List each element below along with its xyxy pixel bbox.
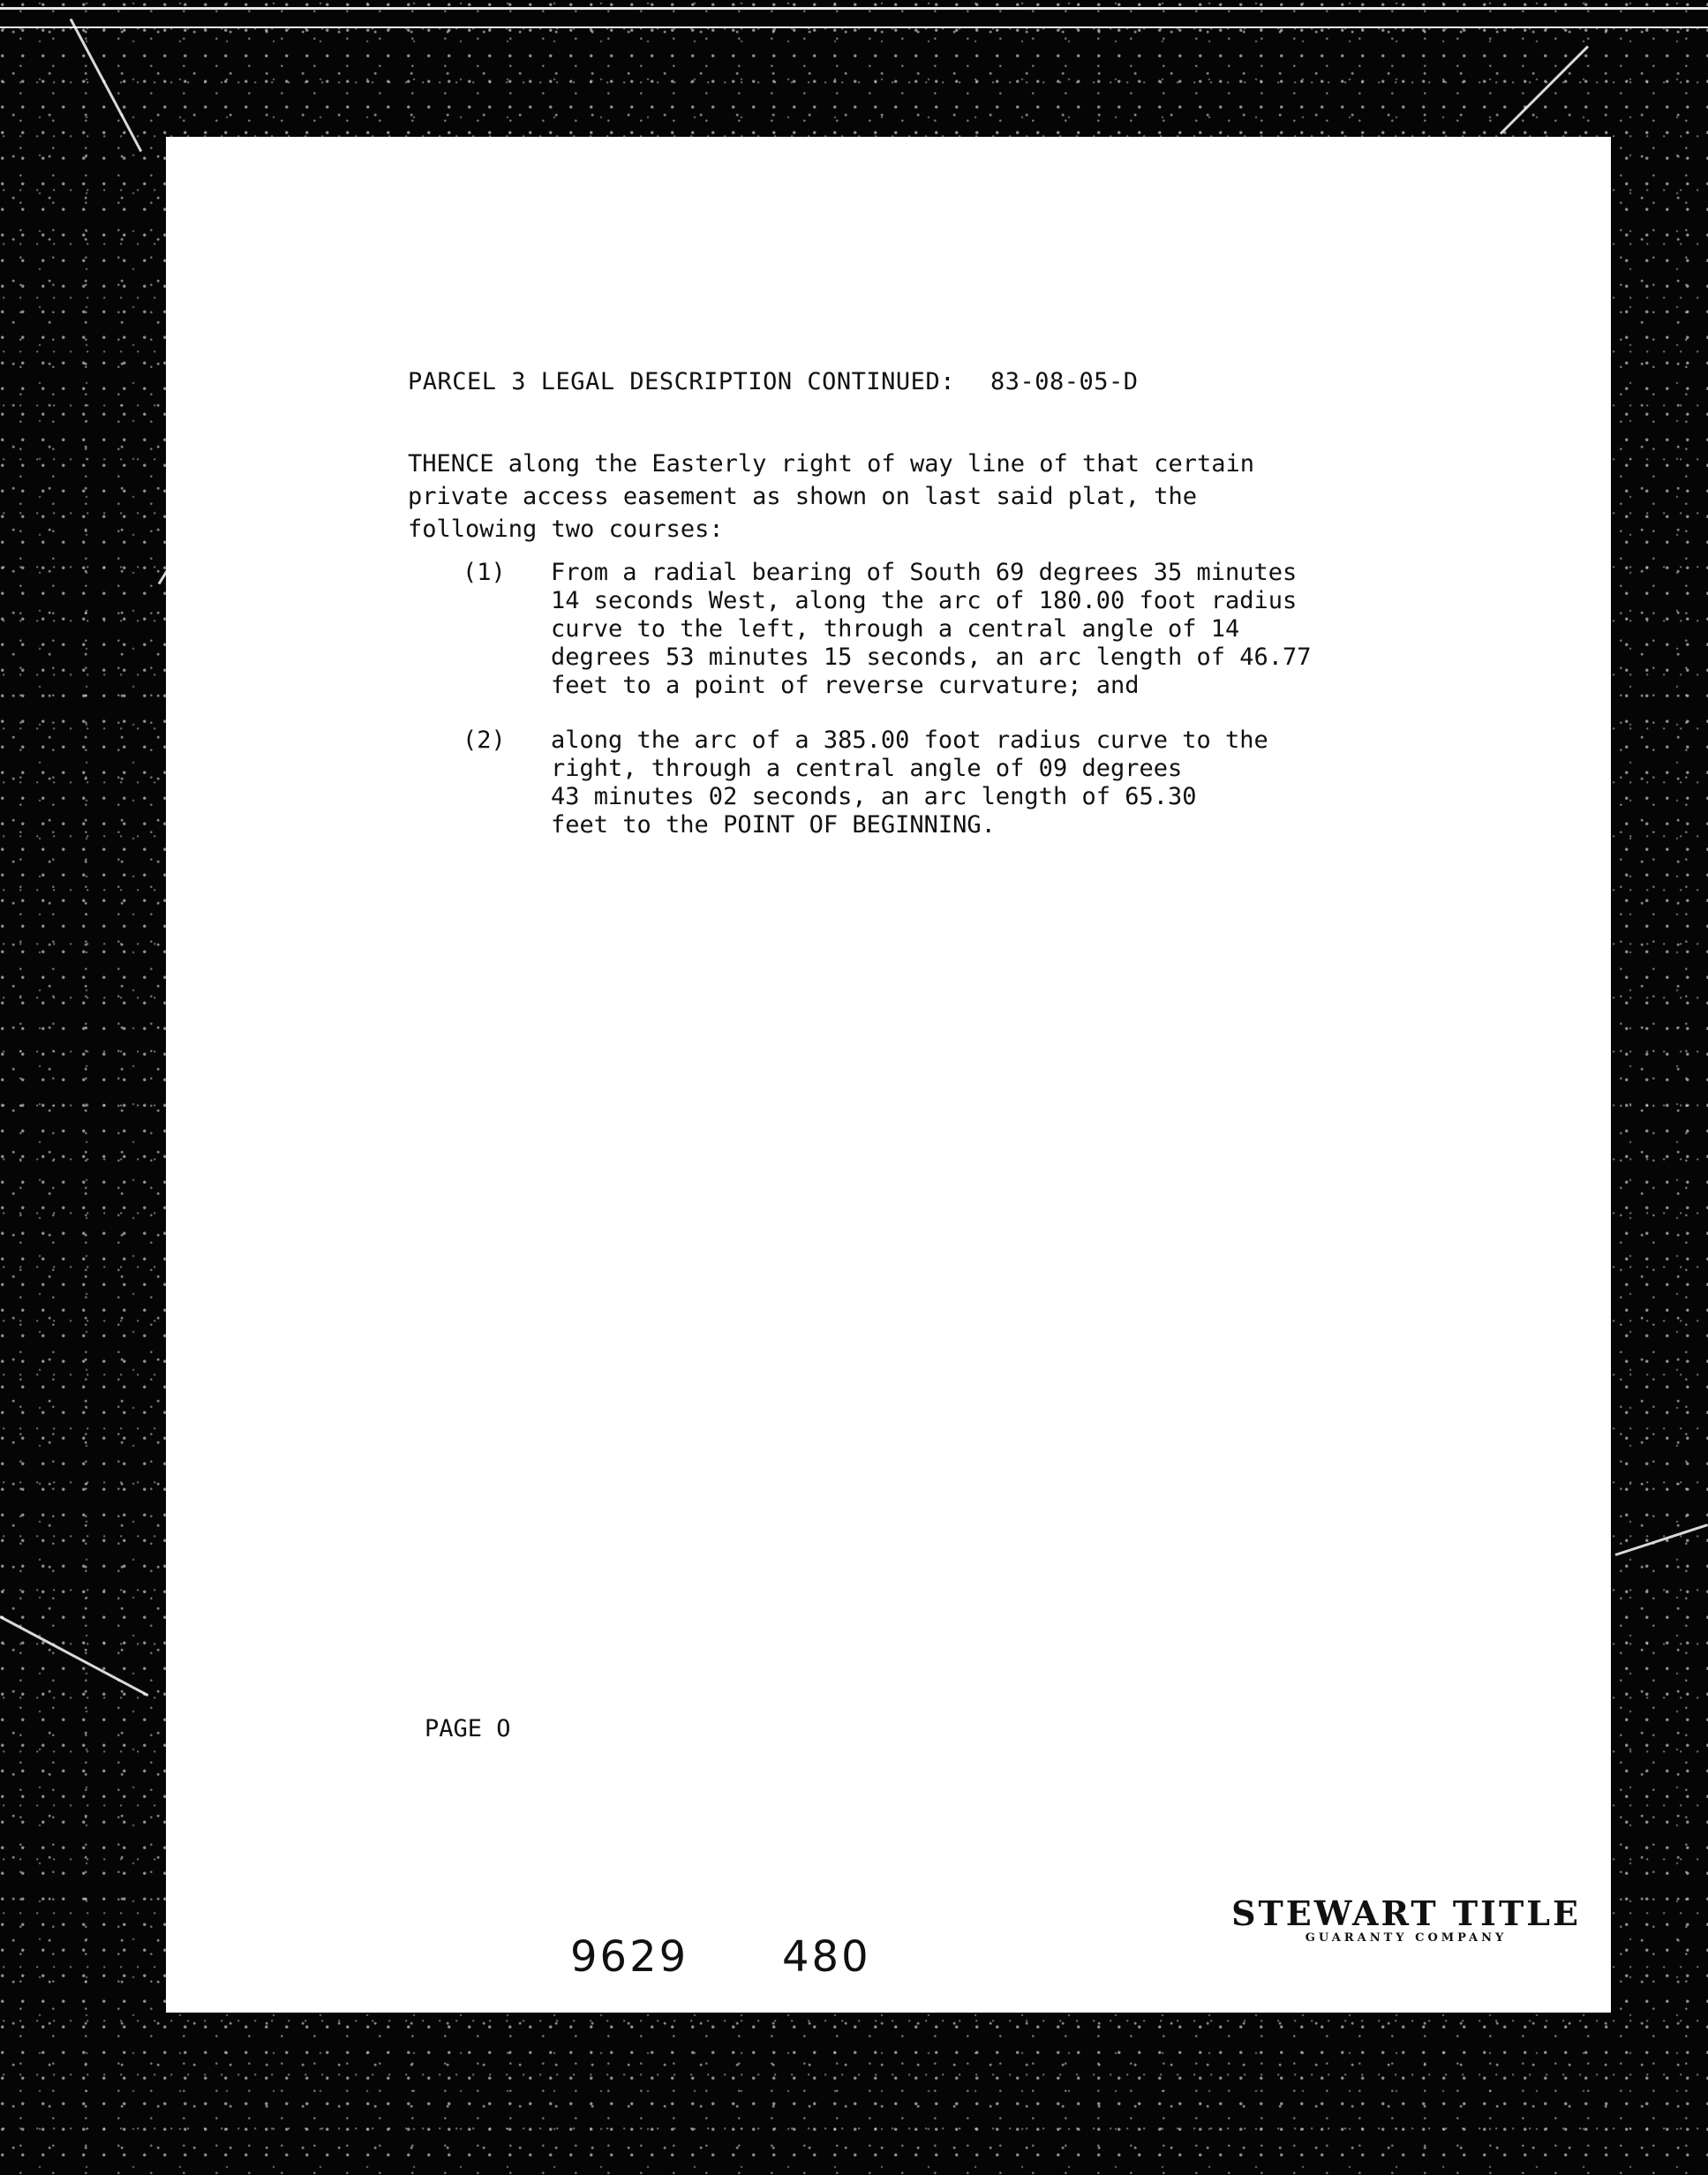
intro-line: THENCE along the Easterly right of way line of that certain [408,450,1255,478]
course-line: curve to the left, through a central angle of 14 [551,615,1240,643]
scratch-mark [70,19,142,153]
header-title: PARCEL 3 LEGAL DESCRIPTION CONTINUED: [408,368,955,395]
course-line: From a radial bearing of South 69 degrees 35 minutes [551,559,1298,586]
intro-paragraph [408,448,1467,546]
course-line: feet to the POINT OF BEGINNING. [551,811,996,839]
intro-line: following two courses: [408,516,724,543]
course-line: degrees 53 minutes 15 seconds, an arc length of 46.77 [551,643,1312,671]
course-line: 43 minutes 02 seconds, an arc length of 65.30 [551,783,1197,810]
course-number: (2) [463,726,506,754]
scan-border-top-2 [0,26,1708,28]
course-line: right, through a central angle of 09 degrees [551,755,1183,782]
course-line: 14 seconds West, along the arc of 180.00 foot radius [551,587,1298,614]
course-number: (1) [463,559,506,586]
document-code: 83-08-05-D [989,368,1139,395]
book-number: 9629 [570,1932,689,1982]
logo-name: STEWART TITLE [1231,1893,1581,1933]
scratch-mark [1615,1524,1708,1556]
page-label: PAGE O [425,1715,511,1742]
document-header [408,368,1139,395]
scratch-mark [1500,45,1589,134]
logo-subtitle: GUARANTY COMPANY [1305,1931,1508,1945]
course-line: along the arc of a 385.00 foot radius curve to the [551,726,1268,754]
scratch-mark [0,1615,148,1697]
scan-border-top [0,7,1708,10]
intro-line: private access easement as shown on last said plat, the [408,483,1198,510]
page-number: 480 [782,1932,871,1982]
stewart-title-logo [1221,1893,1591,1945]
course-line: feet to a point of reverse curvature; and [551,672,1140,699]
document-page [166,137,1611,2013]
